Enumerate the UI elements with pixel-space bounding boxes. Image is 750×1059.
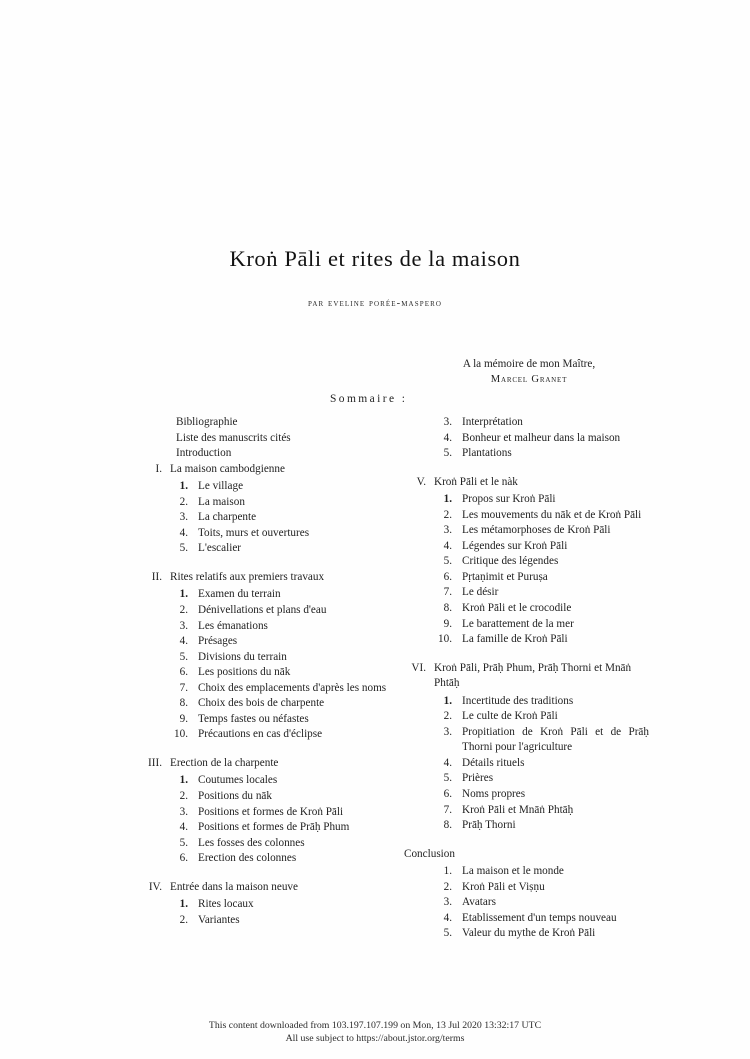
toc-entry-number: 7. xyxy=(443,586,452,599)
toc-section xyxy=(404,847,649,942)
section-heading[interactable] xyxy=(404,847,649,863)
toc-entry[interactable] xyxy=(140,634,400,650)
section-numeral: II. xyxy=(151,570,162,583)
toc-entry[interactable] xyxy=(140,495,400,511)
toc-entry-number: 8. xyxy=(179,697,188,710)
toc-entry-number: 4. xyxy=(443,911,452,924)
title-block xyxy=(0,246,750,309)
toc-entry-number: 2. xyxy=(179,913,188,926)
toc-entry-label: Les fosses des colonnes xyxy=(198,836,305,849)
toc-entry-number: 4. xyxy=(443,539,452,552)
section-item-list xyxy=(404,694,649,834)
section-title: Kroṅ Pāli, Prāḥ Phum, Prāḥ Thorni et Mnāṅ Phtāḥ xyxy=(434,661,632,690)
toc-entry-number: 4. xyxy=(443,756,452,769)
toc-entry[interactable] xyxy=(140,603,400,619)
footer-terms-line: All use subject to https://about.jstor.org/terms xyxy=(285,1032,465,1044)
toc-entry[interactable] xyxy=(140,789,400,805)
toc-entry[interactable] xyxy=(140,587,400,603)
toc-entry-number: 10. xyxy=(174,728,188,741)
toc-entry-label: Kroṅ Pāli et Viṣṇu xyxy=(462,880,545,893)
toc-entry[interactable] xyxy=(404,492,649,508)
toc-entry-number: 10. xyxy=(438,633,452,646)
toc-entry-number: 2. xyxy=(179,790,188,803)
toc-entry[interactable] xyxy=(404,415,649,431)
toc-entry-label: L'escalier xyxy=(198,542,242,555)
toc-left-column xyxy=(140,415,400,928)
frontmatter-item[interactable]: Introduction xyxy=(176,447,232,460)
toc-entry[interactable] xyxy=(404,771,649,787)
section-numeral: VI. xyxy=(411,661,426,674)
toc-entry-label: Kroṅ Pāli et Mnāṅ Phtāḥ xyxy=(462,803,574,816)
toc-entry-label: Les positions du nāk xyxy=(198,666,291,679)
toc-entry-number: 1. xyxy=(443,694,452,707)
toc-entry[interactable] xyxy=(404,632,649,648)
toc-entry[interactable] xyxy=(140,712,400,728)
toc-entry[interactable] xyxy=(404,880,649,896)
toc-entry[interactable] xyxy=(404,431,649,447)
section-heading[interactable] xyxy=(404,661,649,692)
section-numeral: III. xyxy=(148,756,162,769)
frontmatter-item[interactable]: Liste des manuscrits cités xyxy=(176,431,291,444)
toc-right-column xyxy=(404,415,649,942)
toc-entry-label: Légendes sur Kroṅ Pāli xyxy=(462,539,568,552)
toc-entry-label: La charpente xyxy=(198,511,257,524)
toc-entry-number: 8. xyxy=(443,602,452,615)
toc-entry-number: 5. xyxy=(443,555,452,568)
toc-entry-number: 4. xyxy=(179,635,188,648)
section-item-list xyxy=(404,415,649,462)
toc-entry[interactable] xyxy=(140,696,400,712)
toc-section xyxy=(140,880,400,929)
toc-entry-number: 2. xyxy=(179,604,188,617)
author-prefix: par xyxy=(307,298,325,309)
toc-entry-label: Incertitude des traditions xyxy=(462,694,574,707)
section-item-list xyxy=(140,773,400,866)
toc-entry[interactable] xyxy=(140,541,400,557)
toc-entry[interactable] xyxy=(140,650,400,666)
toc-entry-label: La maison xyxy=(198,495,245,508)
toc-entry[interactable] xyxy=(140,773,400,789)
toc-entry[interactable] xyxy=(404,709,649,725)
toc-entry[interactable] xyxy=(140,665,400,681)
toc-entry-label: Détails rituels xyxy=(462,756,525,769)
section-title: Conclusion xyxy=(404,847,455,860)
toc-entry-number: 4. xyxy=(179,526,188,539)
jstor-footer xyxy=(0,1020,750,1045)
toc-entry[interactable] xyxy=(140,897,400,913)
toc-entry-number: 2. xyxy=(443,508,452,521)
toc-section xyxy=(404,475,649,648)
toc-entry[interactable] xyxy=(140,851,400,867)
toc-entry-number: 5. xyxy=(443,927,452,940)
toc-section xyxy=(140,570,400,743)
right-sections xyxy=(404,415,649,942)
toc-entry[interactable] xyxy=(404,803,649,819)
toc-entry-number: 5. xyxy=(179,542,188,555)
toc-entry-number: 3. xyxy=(443,896,452,909)
section-title: Kroṅ Pāli et le nàk xyxy=(434,475,518,488)
toc-entry-number: 5. xyxy=(179,836,188,849)
toc-section xyxy=(404,661,649,834)
toc-entry-number: 1. xyxy=(179,898,188,911)
toc-entry-number: 1. xyxy=(179,774,188,787)
section-item-list xyxy=(404,864,649,942)
toc-entry-label: Le culte de Kroṅ Pāli xyxy=(462,710,558,723)
toc-entry-label: Examen du terrain xyxy=(198,588,281,601)
toc-entry[interactable] xyxy=(404,818,649,834)
frontmatter-list xyxy=(176,415,400,462)
toc-entry[interactable] xyxy=(140,836,400,852)
toc-entry-number: 7. xyxy=(443,803,452,816)
toc-entry-label: Avatars xyxy=(462,896,496,909)
toc-entry-label: Noms propres xyxy=(462,788,526,801)
toc-entry[interactable] xyxy=(404,601,649,617)
toc-entry-number: 6. xyxy=(179,666,188,679)
toc-entry-number: 1. xyxy=(179,480,188,493)
toc-entry-number: 2. xyxy=(179,495,188,508)
section-heading[interactable] xyxy=(140,880,400,896)
toc-entry-label: Propos sur Kroṅ Pāli xyxy=(462,493,556,506)
section-numeral: V. xyxy=(416,475,426,488)
toc-entry-label: Positions et formes de Kroṅ Pāli xyxy=(198,805,344,818)
toc-entry-label: La maison et le monde xyxy=(462,865,564,878)
toc-entry-label: Divisions du terrain xyxy=(198,650,287,663)
toc-entry-number: 1. xyxy=(443,865,452,878)
toc-entry-number: 4. xyxy=(179,821,188,834)
toc-entry-label: Toits, murs et ouvertures xyxy=(198,526,310,539)
toc-entry-label: Le barattement de la mer xyxy=(462,617,574,630)
toc-section xyxy=(140,462,400,557)
toc-entry-number: 1. xyxy=(443,493,452,506)
toc-entry-label: Le village xyxy=(198,480,244,493)
toc-entry-label: Les métamorphoses de Kroṅ Pāli xyxy=(462,524,611,537)
toc-entry[interactable] xyxy=(140,681,400,697)
section-heading[interactable] xyxy=(140,462,400,478)
toc-entry[interactable] xyxy=(404,864,649,880)
toc-entry-number: 3. xyxy=(179,511,188,524)
toc-entry-number: 6. xyxy=(443,570,452,583)
toc-section xyxy=(404,415,649,462)
toc-entry[interactable] xyxy=(140,619,400,635)
toc-entry-number: 3. xyxy=(179,805,188,818)
section-item-list xyxy=(140,587,400,742)
toc-entry-label: Etablissement d'un temps nouveau xyxy=(462,911,617,924)
section-title: Erection de la charpente xyxy=(170,756,279,769)
toc-entry-number: 5. xyxy=(179,650,188,663)
toc-entry[interactable] xyxy=(404,523,649,539)
toc-entry[interactable] xyxy=(404,911,649,927)
author-name: eveline porée-maspero xyxy=(328,298,443,309)
toc-entry-label: Choix des bois de charpente xyxy=(198,697,325,710)
section-heading[interactable] xyxy=(404,475,649,491)
toc-entry[interactable] xyxy=(404,446,649,462)
toc-entry-label: Précautions en cas d'éclipse xyxy=(198,728,323,741)
toc-entry[interactable] xyxy=(140,805,400,821)
toc-entry[interactable] xyxy=(404,554,649,570)
toc-entry-number: 2. xyxy=(443,880,452,893)
toc-entry-number: 9. xyxy=(179,712,188,725)
toc-entry-label: Prāḥ Thorni xyxy=(462,819,516,832)
section-heading[interactable] xyxy=(140,570,400,586)
toc-entry-number: 3. xyxy=(443,725,452,738)
toc-entry-number: 5. xyxy=(443,772,452,785)
toc-entry-number: 6. xyxy=(443,788,452,801)
toc-entry[interactable] xyxy=(404,570,649,586)
author-line xyxy=(0,298,750,309)
toc-entry-label: Temps fastes ou néfastes xyxy=(198,712,309,725)
toc-entry[interactable] xyxy=(404,694,649,710)
toc-entry-number: 4. xyxy=(443,431,452,444)
toc-entry-number: 1. xyxy=(179,588,188,601)
toc-entry-label: Positions et formes de Prāḥ Phum xyxy=(198,821,350,834)
toc-entry-number: 3. xyxy=(443,416,452,428)
toc-entry[interactable] xyxy=(404,895,649,911)
toc-entry-label: Les émanations xyxy=(198,619,268,632)
toc-entry[interactable] xyxy=(404,539,649,555)
toc-entry-number: 7. xyxy=(179,681,188,694)
toc-entry[interactable] xyxy=(404,585,649,601)
toc-entry-label: Positions du nāk xyxy=(198,790,272,803)
toc-entry-number: 8. xyxy=(443,819,452,832)
sommaire-heading: Sommaire : xyxy=(330,393,408,405)
toc-entry-label: Kroṅ Pāli et le crocodile xyxy=(462,602,572,615)
toc-entry[interactable] xyxy=(404,787,649,803)
toc-entry-label: Choix des emplacements d'après les noms xyxy=(198,681,387,694)
dedication xyxy=(404,357,654,387)
dedication-name: Marcel Granet xyxy=(490,374,568,385)
section-item-list xyxy=(140,479,400,557)
section-title: La maison cambodgienne xyxy=(170,462,285,475)
toc-entry[interactable] xyxy=(140,727,400,743)
section-title: Entrée dans la maison neuve xyxy=(170,880,298,893)
left-sections xyxy=(140,462,400,929)
toc-entry-label: Plantations xyxy=(462,447,512,460)
toc-entry-label: Erection des colonnes xyxy=(198,852,297,865)
toc-entry[interactable] xyxy=(140,479,400,495)
toc-entry-label: Le désir xyxy=(462,586,499,599)
toc-entry-number: 9. xyxy=(443,617,452,630)
toc-entry-number: 5. xyxy=(443,447,452,460)
toc-entry-label: Rites locaux xyxy=(198,898,254,911)
toc-entry[interactable] xyxy=(140,510,400,526)
toc-entry[interactable] xyxy=(404,508,649,524)
toc-entry-label: La famille de Kroṅ Pāli xyxy=(462,633,568,646)
page-title: Kroṅ Pāli et rites de la maison xyxy=(229,246,521,271)
section-item-list xyxy=(404,492,649,647)
toc-entry-label: Interprétation xyxy=(462,416,523,428)
dedication-line-1: A la mémoire de mon Maître, xyxy=(462,358,596,370)
toc-entry-label: Pṛtaṇimit et Puruṣa xyxy=(462,570,548,583)
section-title: Rites relatifs aux premiers travaux xyxy=(170,570,325,583)
toc-entry-label: Présages xyxy=(198,635,238,648)
toc-entry-label: Valeur du mythe de Kroṅ Pāli xyxy=(462,927,596,940)
toc-entry[interactable] xyxy=(140,913,400,929)
toc-section xyxy=(140,756,400,867)
toc-entry-label: Dénivellations et plans d'eau xyxy=(198,604,327,617)
toc-entry[interactable] xyxy=(404,756,649,772)
toc-entry[interactable] xyxy=(404,926,649,942)
toc-entry-label: Les mouvements du nāk et de Kroṅ Pāli xyxy=(462,508,642,521)
toc-entry[interactable] xyxy=(140,526,400,542)
toc-entry-number: 2. xyxy=(443,710,452,723)
section-item-list xyxy=(140,897,400,928)
toc-entry-label: Bonheur et malheur dans la maison xyxy=(462,431,621,444)
section-numeral: I. xyxy=(155,462,162,475)
toc-entry[interactable] xyxy=(404,617,649,633)
frontmatter-item[interactable]: Bibliographie xyxy=(176,416,238,428)
toc-entry-number: 6. xyxy=(179,852,188,865)
toc-entry-label: Prières xyxy=(462,772,494,785)
toc-entry-number: 3. xyxy=(443,524,452,537)
toc-entry-label: Critique des légendes xyxy=(462,555,559,568)
toc-entry-number: 3. xyxy=(179,619,188,632)
toc-entry[interactable] xyxy=(404,725,649,756)
toc-entry-label: Propitiation de Kroṅ Pāli et de Prāḥ Thorni pour l'agriculture xyxy=(462,725,649,754)
toc-entry[interactable] xyxy=(140,820,400,836)
section-numeral: IV. xyxy=(148,880,162,893)
toc-entry-label: Variantes xyxy=(198,913,240,926)
section-heading[interactable] xyxy=(140,756,400,772)
toc-entry-label: Coutumes locales xyxy=(198,774,278,787)
footer-download-line: This content downloaded from 103.197.107.199 on Mon, 13 Jul 2020 13:32:17 UTC xyxy=(208,1020,542,1031)
